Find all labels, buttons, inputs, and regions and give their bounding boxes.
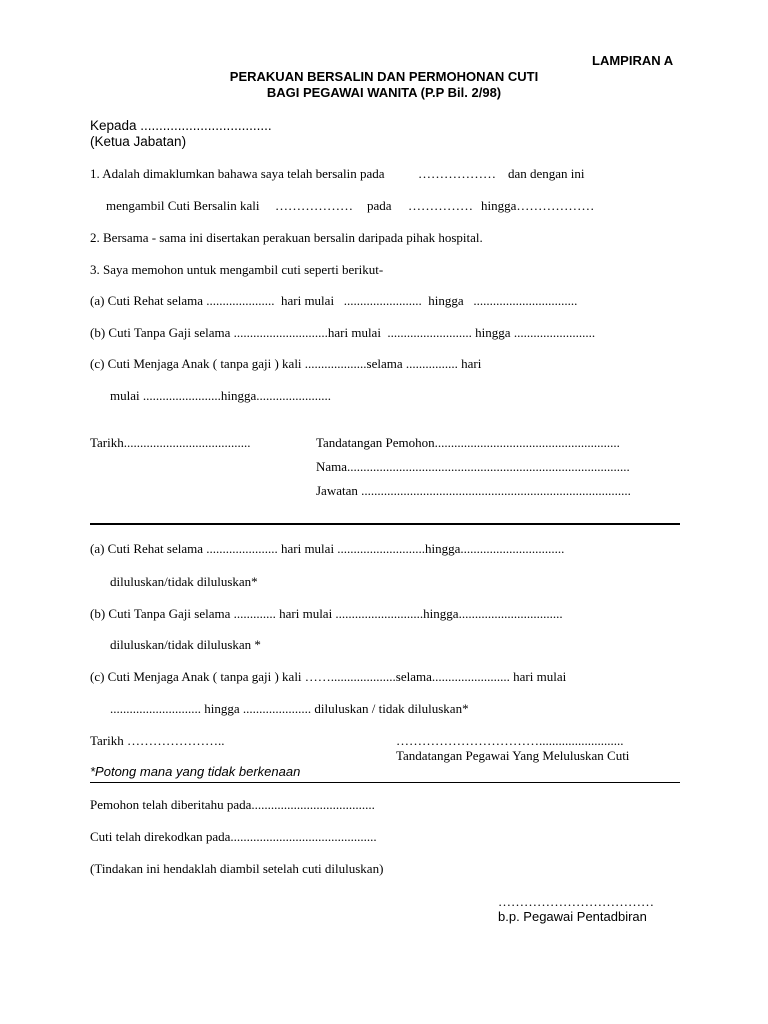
item-1-line2-a: mengambil Cuti Bersalin kali xyxy=(106,198,260,213)
item-3c-line2: mulai ........................hingga....................... xyxy=(110,388,331,403)
item-1-line2-dots-pada: …………… xyxy=(408,198,473,213)
item-3b-cuti-tanpa-gaji: (b) Cuti Tanpa Gaji selama .............................hari mulai .......................... hingga ......................... xyxy=(90,325,596,340)
approval-c-line1: (c) Cuti Menjaga Anak ( tanpa gaji ) kali ……....................selama........................ hari mulai xyxy=(90,669,567,684)
approval-a-status: diluluskan/tidak diluluskan* xyxy=(110,574,258,589)
approval-c-line2: ............................ hingga ..................... diluluskan / tidak diluluskan* xyxy=(110,701,469,716)
item-1-text-c: dan dengan ini xyxy=(508,166,585,181)
item-1-text-a: 1. Adalah dimaklumkan bahawa saya telah bersalin pada xyxy=(90,166,385,181)
nama-field: Nama....................................................................................... xyxy=(316,459,630,474)
item-3a-cuti-rehat: (a) Cuti Rehat selama ..................... hari mulai ........................ hingga ................................ xyxy=(90,293,578,308)
approval-tarikh: Tarikh ………………….. xyxy=(90,733,225,748)
title-line-1: PERAKUAN BERSALIN DAN PERMOHONAN CUTI xyxy=(229,69,539,84)
jawatan-field: Jawatan ................................................................................... xyxy=(316,483,631,498)
approval-b-line1: (b) Cuti Tanpa Gaji selama ............. hari mulai ...........................hingga................................ xyxy=(90,606,563,621)
item-1-line2-hingga: hingga……………… xyxy=(481,198,595,213)
tarikh-field: Tarikh....................................... xyxy=(90,435,251,450)
section-divider-thick xyxy=(90,523,680,525)
footnote: *Potong mana yang tidak berkenaan xyxy=(90,764,301,779)
approval-b-status: diluluskan/tidak diluluskan * xyxy=(110,637,261,652)
item-1-dots-date: ……………… xyxy=(418,166,496,181)
item-2-text: 2. Bersama - sama ini disertakan perakuan bersalin daripada pihak hospital. xyxy=(90,230,483,245)
title-line-2: BAGI PEGAWAI WANITA (P.P Bil. 2/98) xyxy=(266,85,502,100)
lampiran-label: LAMPIRAN A xyxy=(592,53,674,68)
approval-sign-dots: …………………………….......................... xyxy=(396,733,624,748)
cuti-direkodkan: Cuti telah direkodkan pada............................................. xyxy=(90,829,377,844)
item-3-text: 3. Saya memohon untuk mengambil cuti seperti berikut- xyxy=(90,262,384,277)
tindakan-note: (Tindakan ini hendaklah diambil setelah cuti diluluskan) xyxy=(90,861,384,876)
tandatangan-pemohon-field: Tandatangan Pemohon......................................................... xyxy=(316,435,620,450)
kepada-line: Kepada ................................... xyxy=(90,118,272,133)
item-1-line2-pada: pada xyxy=(367,198,392,213)
admin-sign-label: b.p. Pegawai Pentadbiran xyxy=(498,909,647,924)
ketua-jabatan-label: (Ketua Jabatan) xyxy=(90,134,187,149)
section-divider-thin xyxy=(90,782,680,783)
item-1-line2-dots-kali: ……………… xyxy=(275,198,353,213)
item-3c-cuti-menjaga-anak: (c) Cuti Menjaga Anak ( tanpa gaji ) kali ...................selama ................ hari xyxy=(90,356,482,371)
admin-sign-dots: ……………………………… xyxy=(498,894,654,909)
approval-sign-label: Tandatangan Pegawai Yang Meluluskan Cuti xyxy=(396,748,630,763)
approval-a-line1: (a) Cuti Rehat selama ...................... hari mulai ...........................hingga................................ xyxy=(90,541,565,556)
pemohon-diberitahu: Pemohon telah diberitahu pada...................................... xyxy=(90,797,375,812)
